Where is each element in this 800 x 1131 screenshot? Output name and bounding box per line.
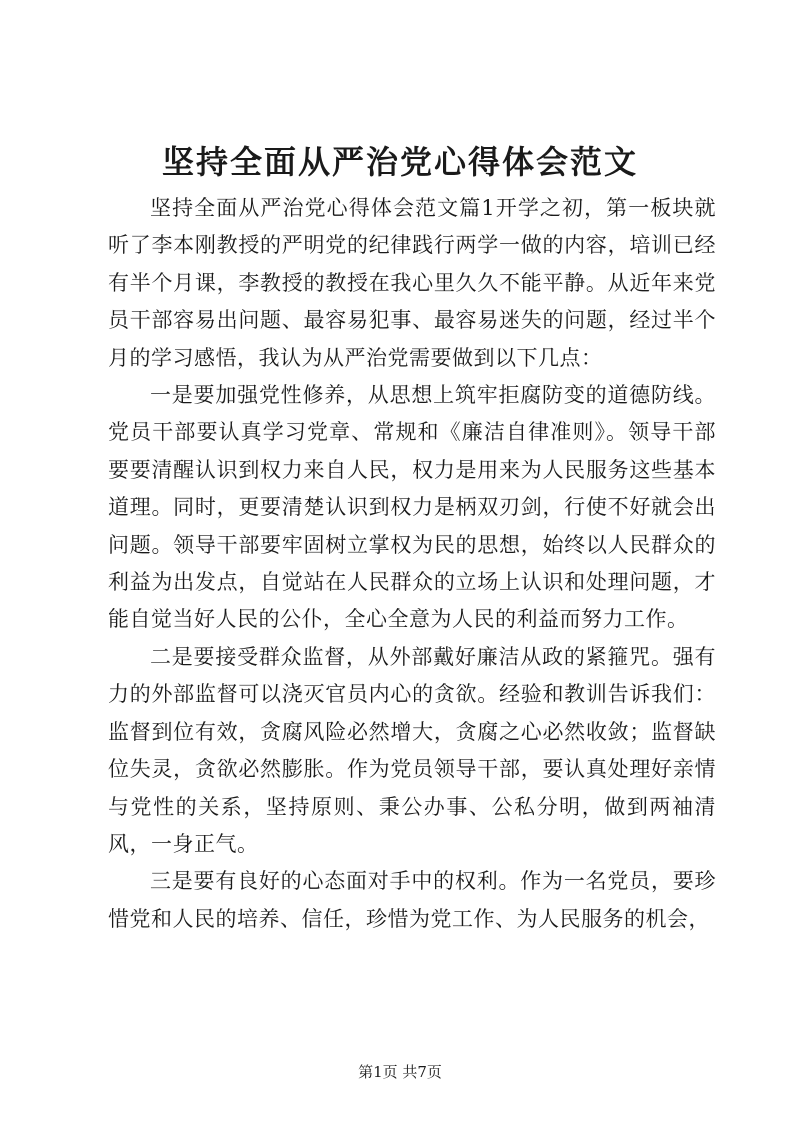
document-title: 坚持全面从严治党心得体会范文 (161, 143, 638, 181)
paragraph-2: 一是要加强党性修养，从思想上筑牢拒腐防变的道德防线。党员干部要认真学习党章、常规和《廉洁自律准则》。领导干部要要清醒认识到权力来自人民，权力是用来为人民服务这些基本道理。同时，更要清楚认识到权力是柄双刃剑，行使不好就会出问题。领导干部要牢固树立掌权为民的思想，始终以人民群众的利益为出发点，自觉站在人民群众的立场上认识和处理问题，才能自觉当好人民的公仆，全心全意为人民的利益而努力工作。 (108, 383, 716, 632)
page-footer: 第1页 共7页 (358, 1063, 442, 1081)
paragraph-1: 坚持全面从严治党心得体会范文篇1开学之初，第一板块就听了李本刚教授的严明党的纪律践行两学一做的内容，培训已经有半个月课，李教授的教授在我心里久久不能平静。从近年来党员干部容易出问题、最容易犯事、最容易迷失的问题，经过半个月的学习感悟，我认为从严治党需要做到以下几点： (108, 196, 716, 370)
paragraph-4: 三是要有良好的心态面对手中的权利。作为一名党员，要珍惜党和人民的培养、信任，珍惜为党工作、为人民服务的机会， (108, 869, 716, 931)
paragraph-3: 二是要接受群众监督，从外部戴好廉洁从政的紧箍咒。强有力的外部监督可以浇灭官员内心的贪欲。经验和教训告诉我们：监督到位有效，贪腐风险必然增大，贪腐之心必然收敛；监督缺位失灵，贪欲必然膨胀。作为党员领导干部，要认真处理好亲情与党性的关系，坚持原则、秉公办事、公私分明，做到两袖清风，一身正气。 (108, 644, 716, 856)
document-body (108, 190, 716, 938)
